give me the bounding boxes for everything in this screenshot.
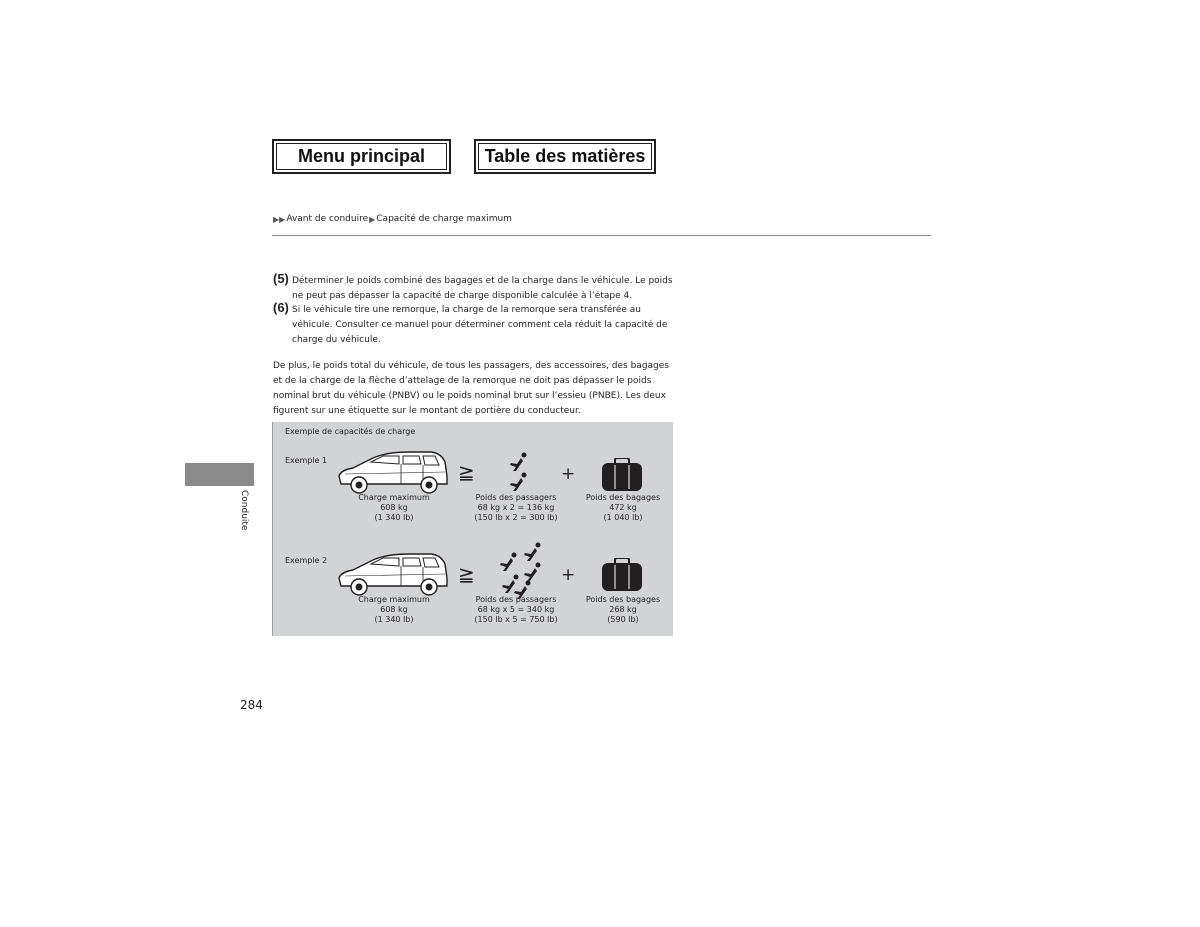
caption-title: Poids des bagages xyxy=(585,595,661,604)
caption-lb: (1 040 lb) xyxy=(603,513,643,522)
caption-title: Poids des bagages xyxy=(585,493,661,502)
caption-kg: 608 kg xyxy=(380,605,408,614)
caption-title: Charge maximum xyxy=(358,595,430,604)
breadcrumb xyxy=(273,214,512,224)
plus-sign: + xyxy=(561,565,576,585)
caption-title: Poids des passagers xyxy=(475,595,557,604)
load-capacity-example-box xyxy=(272,422,673,636)
breadcrumb-arrow-icon: ▶▶ xyxy=(273,214,286,224)
minivan-icon xyxy=(335,550,451,600)
step-6 xyxy=(273,300,683,348)
example-2-vehicle-caption xyxy=(339,595,449,625)
caption-kg: 68 kg x 5 = 340 kg xyxy=(477,605,555,614)
header-divider xyxy=(272,235,931,236)
caption-kg: 268 kg xyxy=(609,605,637,614)
caption-kg: 68 kg x 2 = 136 kg xyxy=(477,503,555,512)
caption-title: Poids des passagers xyxy=(475,493,557,502)
caption-title: Charge maximum xyxy=(358,493,430,502)
table-des-matieres-button[interactable]: Table des matières xyxy=(474,139,656,174)
example-1-vehicle-caption xyxy=(339,493,449,523)
page-number: 284 xyxy=(240,698,263,712)
breadcrumb-separator-icon: ▶ xyxy=(369,214,376,224)
example-1-passengers-caption xyxy=(461,493,571,523)
step-number: (6) xyxy=(273,300,289,315)
section-tab xyxy=(185,463,254,486)
caption-lb: (150 lb x 2 = 300 lb) xyxy=(474,513,558,522)
caption-lb: (1 340 lb) xyxy=(374,615,414,624)
greater-or-equal-sign: ≧ xyxy=(458,562,475,586)
menu-principal-button[interactable]: Menu principal xyxy=(272,139,451,174)
plus-sign: + xyxy=(561,464,576,484)
step-text: Déterminer le poids combiné des bagages et de la charge dans le véhicule. Le poids ne peut pas dépasser la capacité de charge disponible calculée à l’étape 4. xyxy=(292,276,673,301)
breadcrumb-item-avant-de-conduire[interactable]: Avant de conduire xyxy=(286,214,369,224)
caption-lb: (150 lb x 5 = 750 lb) xyxy=(474,615,558,624)
example-1-luggage-caption xyxy=(568,493,678,523)
example-2-passengers-caption xyxy=(461,595,571,625)
passenger-icon-group xyxy=(495,540,545,600)
caption-kg: 608 kg xyxy=(380,503,408,512)
luggage-icon xyxy=(601,558,643,592)
step-5 xyxy=(273,271,683,304)
example-1-label: Exemple 1 xyxy=(285,456,328,465)
body-paragraph: De plus, le poids total du véhicule, de tous les passagers, des accessoires, des bagages et de la charge de la flèche d’attelage de la remorque ne doit pas dépasser le poids nominal brut du véhicule (PNBV) ou le poids nominal brut sur l’essieu (PNBE). Les deux figurent sur une étiquette sur le montant de portière du conducteur. xyxy=(273,361,669,416)
caption-lb: (590 lb) xyxy=(607,615,639,624)
example-box-title: Exemple de capacités de charge xyxy=(285,427,416,436)
passenger-icon-group xyxy=(505,452,531,492)
greater-or-equal-sign: ≧ xyxy=(458,460,475,484)
breadcrumb-item-capacite: Capacité de charge maximum xyxy=(376,214,512,224)
example-2-luggage-caption xyxy=(568,595,678,625)
example-2-label: Exemple 2 xyxy=(285,556,328,565)
minivan-icon xyxy=(335,448,451,498)
caption-kg: 472 kg xyxy=(609,503,637,512)
section-label: Conduite xyxy=(239,490,249,531)
luggage-icon xyxy=(601,458,643,492)
step-number: (5) xyxy=(273,271,289,286)
step-text: Si le véhicule tire une remorque, la charge de la remorque sera transférée au véhicule. Consulter ce manuel pour déterminer comment cela réduit la capacité de charge du véhicule. xyxy=(292,305,668,345)
caption-lb: (1 340 lb) xyxy=(374,513,414,522)
